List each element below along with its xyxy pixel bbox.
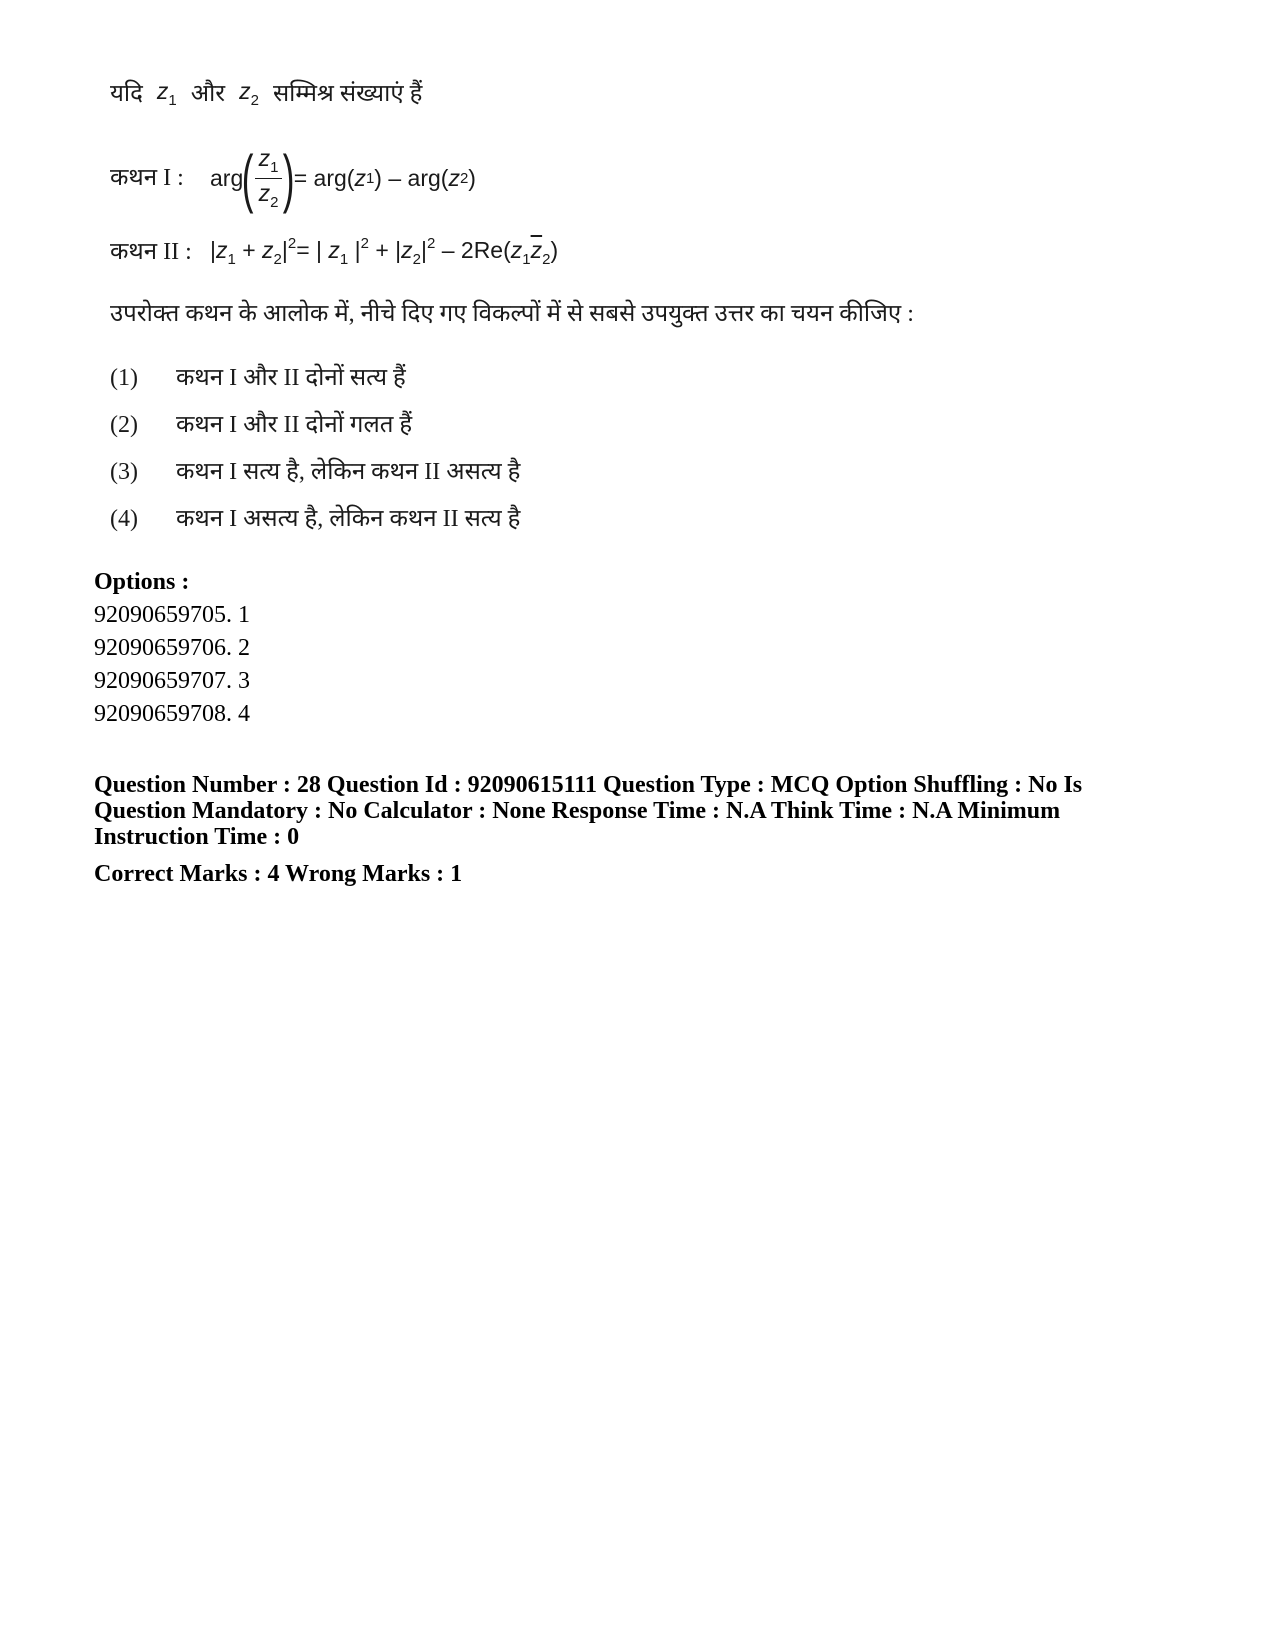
options-block — [94, 566, 1184, 731]
marks-info: Correct Marks : 4 Wrong Marks : 1 — [94, 861, 463, 887]
statement-1-formula: arg ( $\frac{z_1}{z_2}$ ) = arg( z 1 ) – arg( z 2 ) — [210, 142, 476, 214]
statement-1-label: कथन I : — [110, 165, 184, 191]
option-item: 92090659708. 4 — [94, 701, 250, 727]
option-item: 92090659707. 3 — [94, 668, 250, 694]
intro-z1: z — [156, 78, 169, 104]
choice-1: (1) कथन I और II दोनों सत्य हैं — [110, 365, 406, 391]
intro-prefix: यदि — [110, 81, 143, 107]
intro-suffix: सम्मिश्र संख्याएं हैं — [272, 81, 423, 107]
statement-2-label: कथन II : — [110, 238, 192, 265]
choice-2: (2) कथन I और II दोनों गलत हैं — [110, 412, 413, 438]
intro-and: और — [190, 81, 226, 107]
question-metadata: Question Number : 28 Question Id : 92090615111 Question Type : MCQ Option Shuffling : No Is Question Mandatory : No Calculator : None Response Time : N.A Think Time : N.A Minimum Instruction Time : 0 — [94, 772, 1083, 850]
intro-z2: z — [239, 78, 251, 104]
question-instruction: उपरोक्त कथन के आलोक में, नीचे दिए गए विकल्पों में से सबसे उपयुक्त उत्तर का चयन कीजिए : — [110, 301, 914, 327]
choice-4: (4) कथन I असत्य है, लेकिन कथन II सत्य है — [110, 506, 521, 532]
option-item: 92090659705. 1 — [94, 602, 250, 628]
options-header: Options : — [94, 569, 190, 595]
option-item: 92090659706. 2 — [94, 635, 250, 661]
statement-1 — [110, 142, 476, 214]
statement-2-formula: $|z_1 + z_2|^2=$ | $z_1$ $|^2 + |z_2|^2 - 2Re(z_1\overline{z}_2)$ — [210, 235, 559, 268]
statement-2 — [110, 236, 558, 267]
statement-1-fraction: $\frac{z_1}{z_2}$ — [255, 147, 283, 210]
question-intro: यदि $z_1$ और $z_2$ सम्मिश्र संख्याएं हैं — [110, 78, 423, 109]
choice-3: (3) कथन I सत्य है, लेकिन कथन II असत्य है — [110, 459, 521, 485]
